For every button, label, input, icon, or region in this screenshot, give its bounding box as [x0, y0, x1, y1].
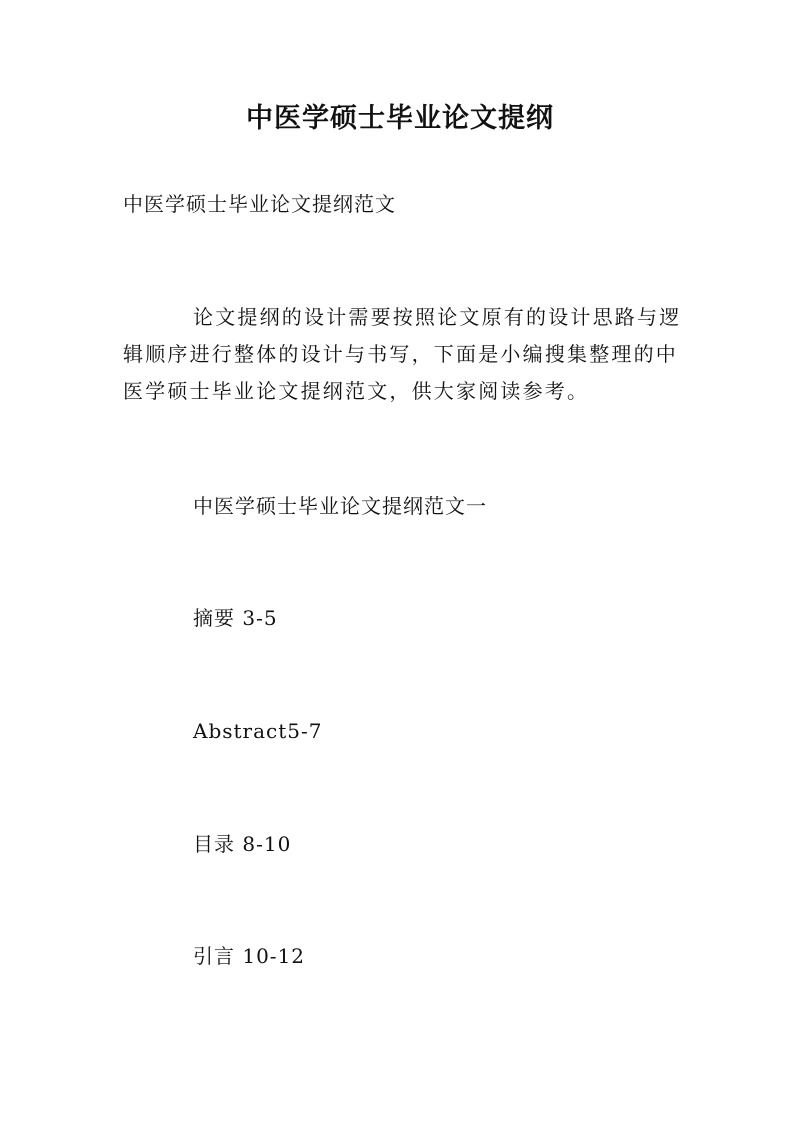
intro-paragraph: 论文提纲的设计需要按照论文原有的设计思路与逻辑顺序进行整体的设计与书写，下面是小编搜集整理的中医学硕士毕业论文提纲范文，供大家阅读参考。 [123, 305, 682, 403]
section-heading: 中医学硕士毕业论文提纲范文一 [193, 494, 487, 518]
document-subtitle: 中医学硕士毕业论文提纲范文 [123, 192, 396, 216]
outline-item-abstract-en: Abstract5-7 [193, 719, 323, 743]
outline-item-introduction: 引言 10-12 [193, 944, 306, 968]
outline-item-abstract-cn: 摘要 3-5 [193, 606, 278, 630]
outline-item-contents: 目录 8-10 [193, 832, 292, 856]
document-title: 中医学硕士毕业论文提纲 [246, 103, 554, 134]
